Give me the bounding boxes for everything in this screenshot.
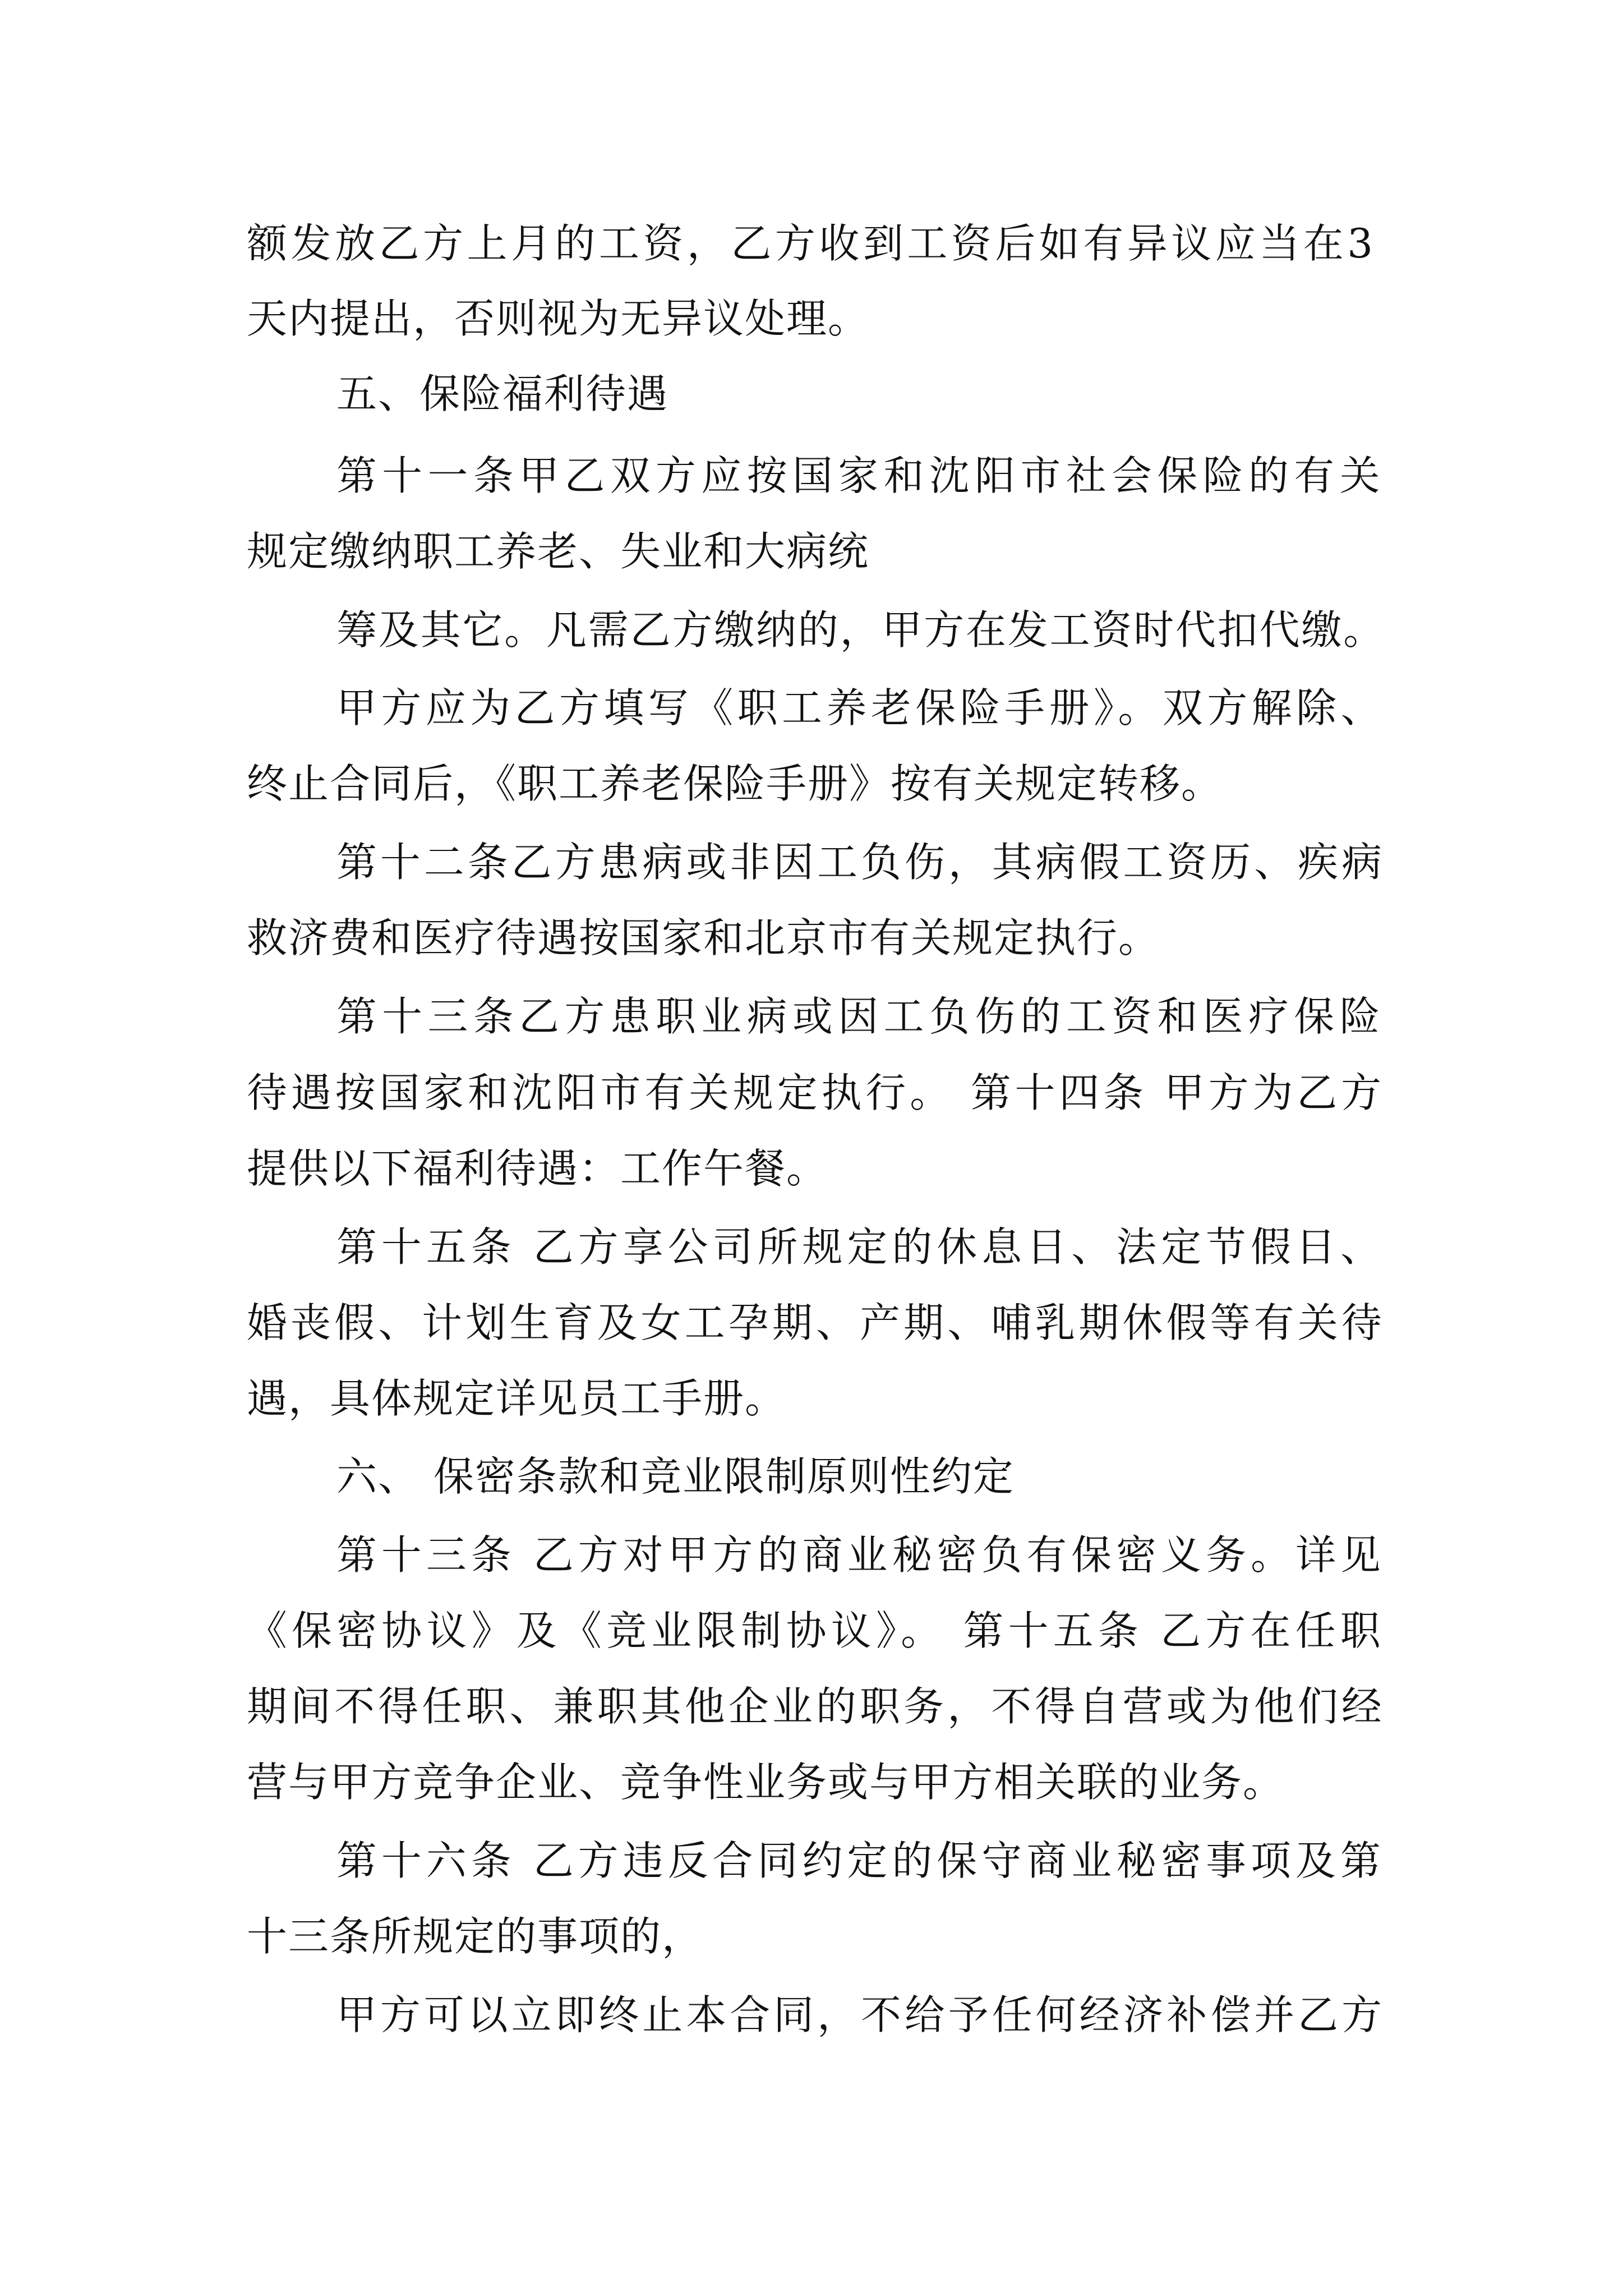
text-line: 婚丧假、计划生育及女工孕期、产期、哺乳期休假等有关待	[247, 1299, 1385, 1346]
text-line: 营与甲方竞争企业、竞争性业务或与甲方相关联的业务。	[247, 1759, 1285, 1806]
section-heading: 六、 保密条款和竞业限制原则性约定	[336, 1453, 1015, 1500]
text-line: 提供以下福利待遇：工作午餐。	[247, 1145, 828, 1192]
text-line: 救济费和医疗待遇按国家和北京市有关规定执行。	[247, 914, 1160, 961]
text-line: 终止合同后，《职工养老保险手册》按有关规定转移。	[247, 760, 1223, 807]
text-line: 第十三条乙方患职业病或因工负伤的工资和医疗保险	[336, 993, 1385, 1040]
text-line: 十三条所规定的事项的，	[247, 1913, 704, 1960]
text-line: 期间不得任职、兼职其他企业的职务，不得自营或为他们经	[247, 1683, 1385, 1730]
text-line: 待遇按国家和沈阳市有关规定执行。 第十四条 甲方为乙方	[247, 1069, 1385, 1116]
text-line: 第十五条 乙方享公司所规定的休息日、法定节假日、	[336, 1223, 1385, 1271]
text-line: 甲方应为乙方填写《职工养老保险手册》。双方解除、	[336, 684, 1385, 731]
text-line: 天内提出，否则视为无异议处理。	[247, 295, 870, 342]
text-line: 第十一条甲乙双方应按国家和沈阳市社会保险的有关	[336, 452, 1385, 499]
text-line: 遇，具体规定详见员工手册。	[247, 1375, 787, 1422]
text-line: 筹及其它。凡需乙方缴纳的，甲方在发工资时代扣代缴。	[336, 606, 1385, 654]
text-line: 甲方可以立即终止本合同，不给予任何经济补偿并乙方	[336, 1991, 1385, 2039]
section-heading: 五、保险福利待遇	[336, 370, 669, 417]
text-line: 第十二条乙方患病或非因工负伤，其病假工资历、疾病	[336, 839, 1385, 886]
text-line: 第十六条 乙方违反合同约定的保守商业秘密事项及第	[336, 1837, 1385, 1884]
text-line: 额发放乙方上月的工资，乙方收到工资后如有异议应当在3	[247, 220, 1377, 267]
text-line: 规定缴纳职工养老、失业和大病统	[247, 528, 870, 575]
text-line: 第十三条 乙方对甲方的商业秘密负有保密义务。详见	[336, 1531, 1385, 1579]
text-line: 《保密协议》及《竞业限制协议》。 第十五条 乙方在任职	[247, 1607, 1385, 1654]
